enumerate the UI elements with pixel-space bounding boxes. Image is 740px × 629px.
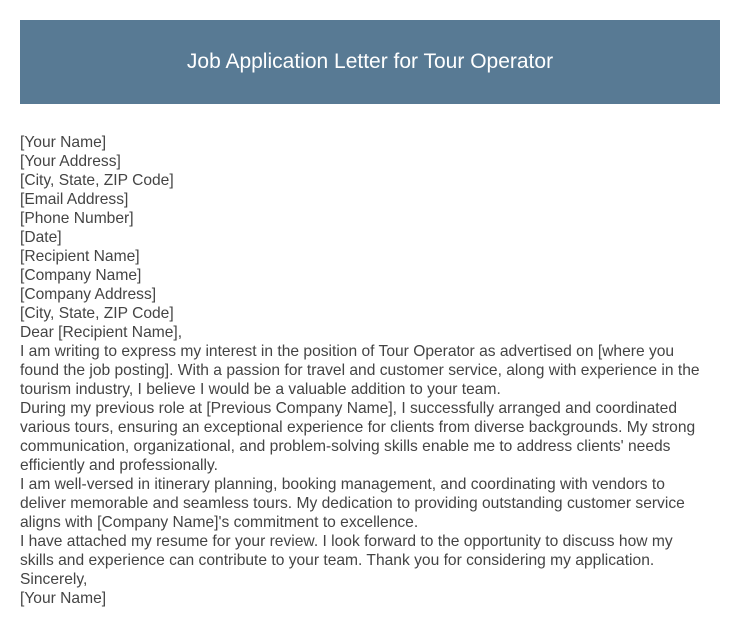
sender-name: [Your Name]	[20, 134, 107, 151]
paragraph-line: During my previous role at [Previous Company Name], I successfully arranged and coordinated	[20, 400, 677, 417]
paragraph-line: skills and experience can contribute to your team. Thank you for considering my application.	[20, 552, 655, 569]
paragraph-skills	[20, 475, 725, 532]
paragraph-line: communication, organizational, and problem-solving skills enable me to address clients' needs	[20, 438, 671, 455]
page-title: Job Application Letter for Tour Operator	[186, 50, 554, 73]
sender-address: [Your Address]	[20, 153, 121, 170]
paragraph-line: I am well-versed in itinerary planning, booking management, and coordinating with vendors to	[20, 476, 665, 493]
recipient-name: [Recipient Name]	[20, 248, 140, 265]
paragraph-line: tourism industry, I believe I would be a valuable addition to your team.	[20, 381, 501, 398]
closing: Sincerely,	[20, 571, 88, 588]
paragraph-line: aligns with [Company Name]'s commitment to excellence.	[20, 514, 419, 531]
page-header	[20, 20, 720, 104]
letter-date: [Date]	[20, 229, 62, 246]
paragraph-line: found the job posting]. With a passion for travel and customer service, along with experience in the	[20, 362, 700, 379]
recipient-company: [Company Name]	[20, 267, 142, 284]
sender-city-state-zip: [City, State, ZIP Code]	[20, 172, 174, 189]
paragraph-line: various tours, ensuring an exceptional experience for clients from diverse backgrounds. My strong	[20, 419, 696, 436]
recipient-block	[20, 247, 725, 323]
paragraph-experience	[20, 399, 725, 475]
paragraph-line: deliver memorable and seamless tours. My dedication to providing outstanding customer service	[20, 495, 685, 512]
signature: [Your Name]	[20, 590, 107, 607]
sender-block	[20, 133, 725, 228]
paragraph-closing	[20, 532, 725, 570]
sender-phone: [Phone Number]	[20, 210, 134, 227]
sender-email: [Email Address]	[20, 191, 129, 208]
paragraph-line: efficiently and professionally.	[20, 457, 218, 474]
paragraph-line: I am writing to express my interest in the position of Tour Operator as advertised on [where you	[20, 343, 675, 360]
paragraph-line: I have attached my resume for your review. I look forward to the opportunity to discuss how my	[20, 533, 673, 550]
salutation: Dear [Recipient Name],	[20, 324, 183, 341]
paragraph-intro	[20, 342, 725, 399]
letter-body	[20, 133, 725, 608]
recipient-city-state-zip: [City, State, ZIP Code]	[20, 305, 174, 322]
recipient-company-address: [Company Address]	[20, 286, 157, 303]
